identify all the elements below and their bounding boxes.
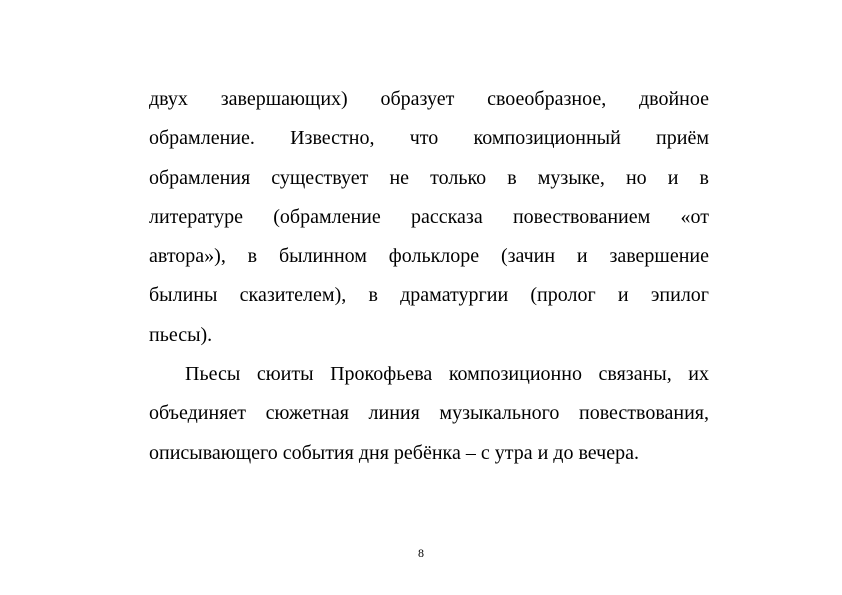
text-line: литературе (обрамление рассказа повествованием «от — [149, 205, 709, 228]
text-line: автора»), в былинном фольклоре (зачин и завершение — [149, 245, 709, 268]
text-line: обрамление. Известно, что композиционный приём — [149, 127, 709, 150]
text-line: обрамления существует не только в музыке, но и в — [149, 166, 709, 189]
page-number: 8 — [418, 546, 424, 560]
text-line: объединяет сюжетная линия музыкального повествования, — [149, 402, 709, 425]
text-line: пьесы). — [149, 323, 213, 346]
text-line: былины сказителем), в драматургии (пролог и эпилог — [149, 284, 709, 307]
text-line: Пьесы сюиты Прокофьева композиционно связаны, их — [185, 363, 709, 386]
text-line: описывающего события дня ребёнка – с утра и до вечера. — [149, 441, 639, 464]
text-line: двух завершающих) образует своеобразное, двойное — [149, 88, 709, 110]
body-text — [149, 80, 709, 473]
